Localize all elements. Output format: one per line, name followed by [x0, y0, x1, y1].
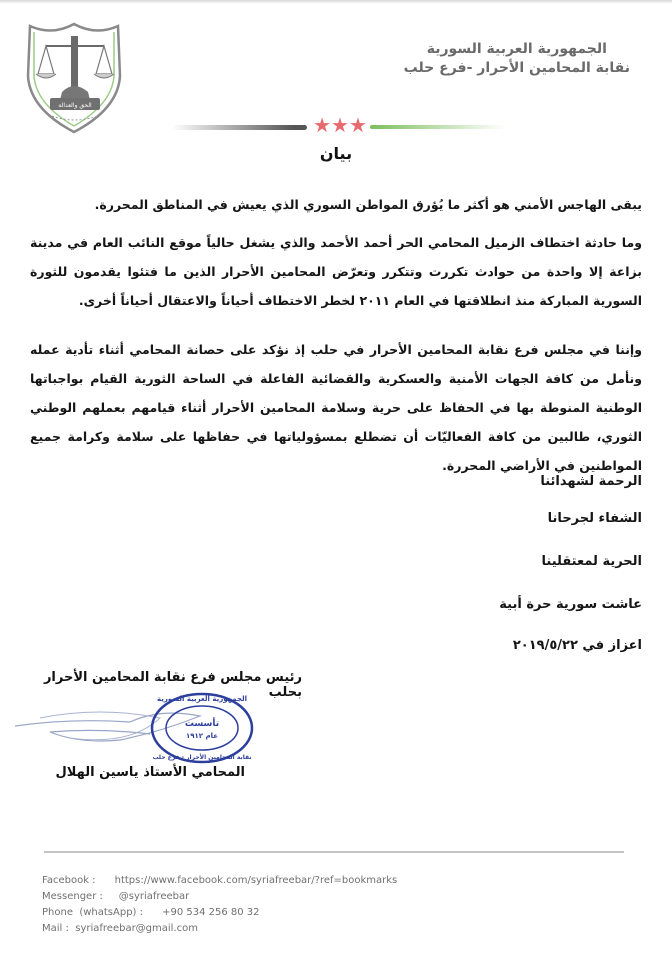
- divider-bar-left: [172, 125, 307, 130]
- paragraph-3: وإننا في مجلس فرع نقابة المحامين الأحرار في حلب إذ نؤكد على حصانة المحامي أثناء تأدية عمله ونأمل من كافة الجهات الأمنية والعسكرية والقضائية الفاعلة في الساحة الثورية القيام بواجباتها الوطنية المنوطة بها في الحفاظ على حرية وسلامة المحامين الأحرار أثناء قيامهم بعملهم الوطني الثوري، طالبين من كافة الفعاليّات أن تضطلع بمسؤولياتها في حفاظها على سلامة وكرامة جميع المواطنين في الأراضي المحررة.: [30, 342, 642, 473]
- footer-divider: [44, 851, 624, 853]
- stamp-bottom-text: نقابة المحامين الأحرار - فرع حلب: [152, 754, 252, 761]
- messenger-handle[interactable]: @syriafreebar: [118, 891, 190, 902]
- place-and-date: اعزاز في ٢٠١٩/٥/٢٢: [512, 638, 642, 653]
- letterhead-country: الجمهورية العربية السورية: [426, 41, 607, 57]
- contact-phone: [42, 905, 397, 921]
- closing-line-martyrs: الرحمة لشهدائنا: [540, 474, 642, 489]
- signer-title: رئيس مجلس فرع نقابة المحامين الأحرار بحلب: [43, 670, 302, 700]
- paragraph-2: وما حادثة اختطاف الزميل المحامي الحر أحمد الأحمد والذي يشغل حالياً موقع النائب العام في مدينة بزاعة إلا واحدة من حوادث تكررت وتتكرر وتعرّض المحامين الأحرار الذين ما فتئوا يقدمون للثورة السورية المباركة منذ انطلاقتها في العام ٢٠١١ لخطر الاختطاف أحياناً والاعتقال أحياناً أخرى.: [30, 235, 642, 308]
- divider-bar-right: [370, 125, 505, 129]
- shield-scales-icon: [22, 14, 142, 134]
- contact-label: Facebook :: [42, 875, 96, 886]
- top-edge-shadow: [0, 0, 672, 4]
- email-link[interactable]: syriafreebar@gmail.com: [75, 923, 198, 934]
- stamp-top-text: الجمهورية العربية السورية: [156, 695, 248, 703]
- stamp-year-text: عام ١٩١٢: [185, 732, 219, 740]
- bar-association-logo: [22, 14, 142, 134]
- contact-info: [42, 873, 397, 937]
- closing-line-wounded: الشفاء لجرحانا: [547, 511, 642, 526]
- stamp-seal-icon: [10, 688, 260, 768]
- paragraph-1: يبقى الهاجس الأمني هو أكثر ما يُؤرق المواطن السوري الذي يعيش في المناطق المحررة.: [94, 197, 642, 212]
- contact-label: Mail :: [42, 923, 69, 934]
- decorative-divider: [172, 113, 502, 140]
- letterhead-organization: نقابة المحامين الأحرار -فرع حلب: [403, 60, 630, 76]
- stamp-center-text: تأسست: [184, 719, 220, 729]
- contact-label: Phone (whatsApp) :: [42, 907, 143, 918]
- closing-line-detainees: الحرية لمعتقلينا: [541, 554, 642, 569]
- logo-motto: الحق والعدالة: [58, 102, 92, 109]
- contact-messenger: [42, 889, 397, 905]
- contact-label: Messenger :: [42, 891, 103, 902]
- closing-line-syria: عاشت سورية حرة أبية: [499, 597, 642, 612]
- facebook-link[interactable]: https://www.facebook.com/syriafreebar/?ref=bookmarks: [114, 875, 398, 886]
- three-stars-icon: ★★★: [313, 113, 367, 137]
- statement-title: بيان: [319, 144, 353, 163]
- contact-facebook: [42, 873, 397, 889]
- phone-number[interactable]: +90 534 256 80 32: [162, 907, 260, 918]
- letterhead: [404, 40, 630, 78]
- signer-name: المحامي الأستاذ ياسين الهلال: [55, 765, 245, 780]
- official-stamp: [10, 688, 260, 768]
- contact-mail: [42, 921, 397, 937]
